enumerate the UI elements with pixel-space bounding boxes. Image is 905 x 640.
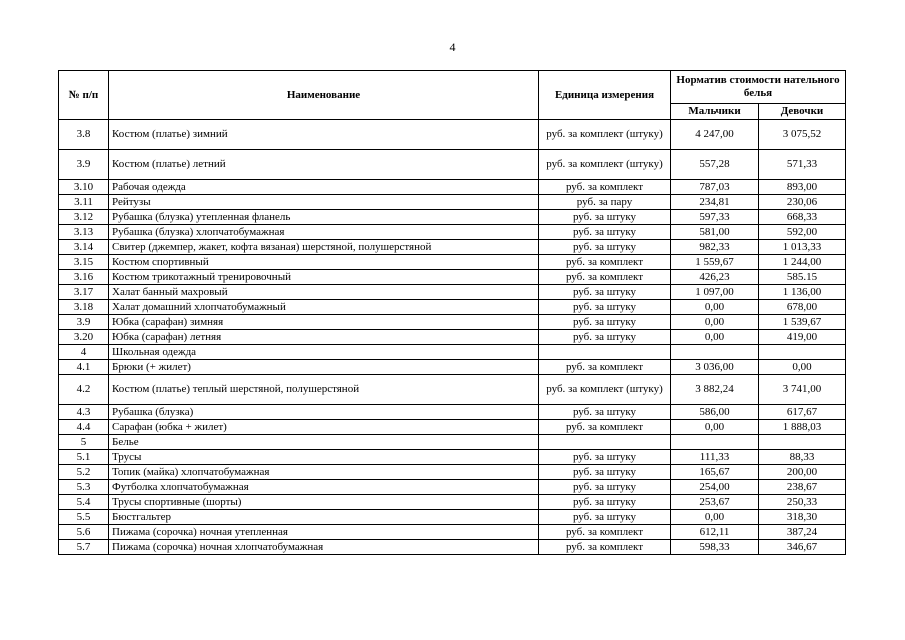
row-number: 3.9 xyxy=(59,315,109,330)
table-row xyxy=(59,480,846,495)
row-name: Халат домашний хлопчатобумажный xyxy=(109,300,539,315)
row-girls-value: 1 539,67 xyxy=(759,315,846,330)
row-boys-value xyxy=(671,435,759,450)
page-number: 4 xyxy=(449,40,456,54)
row-girls-value: 419,00 xyxy=(759,330,846,345)
row-unit: руб. за штуку xyxy=(539,495,671,510)
table-row xyxy=(59,150,846,180)
row-number: 4.1 xyxy=(59,360,109,375)
row-name: Халат банный махровый xyxy=(109,285,539,300)
row-girls-value: 0,00 xyxy=(759,360,846,375)
row-number: 3.16 xyxy=(59,270,109,285)
row-boys-value: 253,67 xyxy=(671,495,759,510)
row-girls-value: 585.15 xyxy=(759,270,846,285)
table-row xyxy=(59,525,846,540)
row-boys-value: 111,33 xyxy=(671,450,759,465)
row-number: 5.1 xyxy=(59,450,109,465)
row-boys-value: 597,33 xyxy=(671,210,759,225)
row-name: Свитер (джемпер, жакет, кофта вязаная) шерстяной, полушерстяной xyxy=(109,240,539,255)
row-number: 5.5 xyxy=(59,510,109,525)
row-unit: руб. за комплект xyxy=(539,180,671,195)
table-body xyxy=(59,120,846,555)
row-boys-value: 612,11 xyxy=(671,525,759,540)
row-girls-value: 318,30 xyxy=(759,510,846,525)
row-girls-value: 1 888,03 xyxy=(759,420,846,435)
table-row xyxy=(59,120,846,150)
row-name: Юбка (сарафан) летняя xyxy=(109,330,539,345)
row-unit: руб. за штуку xyxy=(539,465,671,480)
row-girls-value: 893,00 xyxy=(759,180,846,195)
row-boys-value: 3 036,00 xyxy=(671,360,759,375)
header-unit: Единица измерения xyxy=(539,71,671,120)
table-row xyxy=(59,540,846,555)
row-girls-value: 387,24 xyxy=(759,525,846,540)
norms-table xyxy=(58,70,846,555)
row-number: 5.7 xyxy=(59,540,109,555)
row-unit: руб. за штуку xyxy=(539,240,671,255)
row-name: Костюм спортивный xyxy=(109,255,539,270)
table-row xyxy=(59,225,846,240)
row-name: Брюки (+ жилет) xyxy=(109,360,539,375)
table-row xyxy=(59,285,846,300)
row-number: 3.12 xyxy=(59,210,109,225)
row-unit: руб. за штуку xyxy=(539,480,671,495)
row-name: Сарафан (юбка + жилет) xyxy=(109,420,539,435)
row-boys-value xyxy=(671,345,759,360)
header-girls: Девочки xyxy=(759,104,846,120)
row-unit: руб. за комплект xyxy=(539,420,671,435)
row-girls-value: 250,33 xyxy=(759,495,846,510)
row-name: Пижама (сорочка) ночная утепленная xyxy=(109,525,539,540)
row-boys-value: 982,33 xyxy=(671,240,759,255)
row-unit xyxy=(539,345,671,360)
row-number: 4.4 xyxy=(59,420,109,435)
row-unit: руб. за комплект xyxy=(539,525,671,540)
header-norm: Норматив стоимости нательного белья xyxy=(671,71,846,104)
row-girls-value: 1 136,00 xyxy=(759,285,846,300)
row-girls-value: 668,33 xyxy=(759,210,846,225)
row-number: 3.8 xyxy=(59,120,109,150)
row-girls-value: 571,33 xyxy=(759,150,846,180)
row-unit: руб. за комплект xyxy=(539,540,671,555)
table-row xyxy=(59,375,846,405)
row-unit: руб. за комплект xyxy=(539,255,671,270)
row-boys-value: 0,00 xyxy=(671,330,759,345)
row-girls-value: 1 244,00 xyxy=(759,255,846,270)
row-number: 3.15 xyxy=(59,255,109,270)
row-name: Рейтузы xyxy=(109,195,539,210)
header-boys: Мальчики xyxy=(671,104,759,120)
row-number: 5.2 xyxy=(59,465,109,480)
row-number: 3.10 xyxy=(59,180,109,195)
row-name: Костюм (платье) теплый шерстяной, полушерстяной xyxy=(109,375,539,405)
row-number: 3.9 xyxy=(59,150,109,180)
row-boys-value: 4 247,00 xyxy=(671,120,759,150)
row-name: Юбка (сарафан) зимняя xyxy=(109,315,539,330)
row-unit: руб. за комплект xyxy=(539,360,671,375)
row-boys-value: 787,03 xyxy=(671,180,759,195)
row-girls-value xyxy=(759,435,846,450)
row-name: Трусы xyxy=(109,450,539,465)
row-girls-value: 230,06 xyxy=(759,195,846,210)
row-girls-value: 88,33 xyxy=(759,450,846,465)
row-unit: руб. за штуку xyxy=(539,510,671,525)
row-girls-value: 3 075,52 xyxy=(759,120,846,150)
table-row xyxy=(59,450,846,465)
row-unit: руб. за штуку xyxy=(539,285,671,300)
row-unit: руб. за штуку xyxy=(539,330,671,345)
row-number: 4.3 xyxy=(59,405,109,420)
row-name: Рабочая одежда xyxy=(109,180,539,195)
row-boys-value: 598,33 xyxy=(671,540,759,555)
row-name: Костюм (платье) зимний xyxy=(109,120,539,150)
row-number: 5 xyxy=(59,435,109,450)
row-number: 3.20 xyxy=(59,330,109,345)
row-number: 5.6 xyxy=(59,525,109,540)
table-row xyxy=(59,300,846,315)
row-boys-value: 0,00 xyxy=(671,300,759,315)
row-girls-value: 238,67 xyxy=(759,480,846,495)
table-row xyxy=(59,240,846,255)
row-unit: руб. за комплект (штуку) xyxy=(539,375,671,405)
row-name: Рубашка (блузка) xyxy=(109,405,539,420)
row-name: Рубашка (блузка) хлопчатобумажная xyxy=(109,225,539,240)
table-row xyxy=(59,180,846,195)
row-name: Школьная одежда xyxy=(109,345,539,360)
row-unit: руб. за штуку xyxy=(539,225,671,240)
row-name: Рубашка (блузка) утепленная фланель xyxy=(109,210,539,225)
row-name: Белье xyxy=(109,435,539,450)
row-boys-value: 0,00 xyxy=(671,315,759,330)
row-girls-value: 3 741,00 xyxy=(759,375,846,405)
row-boys-value: 557,28 xyxy=(671,150,759,180)
row-name: Трусы спортивные (шорты) xyxy=(109,495,539,510)
table-row xyxy=(59,495,846,510)
row-girls-value xyxy=(759,345,846,360)
row-name: Пижама (сорочка) ночная хлопчатобумажная xyxy=(109,540,539,555)
row-boys-value: 1 559,67 xyxy=(671,255,759,270)
row-boys-value: 0,00 xyxy=(671,420,759,435)
row-unit: руб. за штуку xyxy=(539,405,671,420)
row-unit xyxy=(539,435,671,450)
row-name: Футболка хлопчатобумажная xyxy=(109,480,539,495)
row-boys-value: 586,00 xyxy=(671,405,759,420)
row-unit: руб. за комплект (штуку) xyxy=(539,150,671,180)
header-name: Наименование xyxy=(109,71,539,120)
row-name: Бюстгальтер xyxy=(109,510,539,525)
header-number: № п/п xyxy=(59,71,109,120)
table-row xyxy=(59,330,846,345)
table-row xyxy=(59,315,846,330)
row-boys-value: 581,00 xyxy=(671,225,759,240)
row-girls-value: 200,00 xyxy=(759,465,846,480)
row-name: Костюм (платье) летний xyxy=(109,150,539,180)
row-name: Костюм трикотажный тренировочный xyxy=(109,270,539,285)
table-row xyxy=(59,360,846,375)
row-boys-value: 426,23 xyxy=(671,270,759,285)
table-row xyxy=(59,435,846,450)
row-number: 4 xyxy=(59,345,109,360)
row-unit: руб. за комплект (штуку) xyxy=(539,120,671,150)
row-unit: руб. за штуку xyxy=(539,450,671,465)
row-unit: руб. за штуку xyxy=(539,300,671,315)
table-row xyxy=(59,420,846,435)
row-unit: руб. за штуку xyxy=(539,210,671,225)
row-boys-value: 1 097,00 xyxy=(671,285,759,300)
table-row xyxy=(59,345,846,360)
table-row xyxy=(59,405,846,420)
row-unit: руб. за штуку xyxy=(539,315,671,330)
row-boys-value: 254,00 xyxy=(671,480,759,495)
row-number: 4.2 xyxy=(59,375,109,405)
row-girls-value: 617,67 xyxy=(759,405,846,420)
row-unit: руб. за комплект xyxy=(539,270,671,285)
table-row xyxy=(59,255,846,270)
row-number: 3.13 xyxy=(59,225,109,240)
row-girls-value: 678,00 xyxy=(759,300,846,315)
row-girls-value: 346,67 xyxy=(759,540,846,555)
row-number: 3.17 xyxy=(59,285,109,300)
table-row xyxy=(59,465,846,480)
row-number: 3.18 xyxy=(59,300,109,315)
row-girls-value: 1 013,33 xyxy=(759,240,846,255)
table-row xyxy=(59,270,846,285)
row-boys-value: 234,81 xyxy=(671,195,759,210)
row-number: 3.11 xyxy=(59,195,109,210)
row-number: 5.4 xyxy=(59,495,109,510)
table-row xyxy=(59,510,846,525)
table-row xyxy=(59,210,846,225)
row-girls-value: 592,00 xyxy=(759,225,846,240)
row-number: 5.3 xyxy=(59,480,109,495)
row-name: Топик (майка) хлопчатобумажная xyxy=(109,465,539,480)
row-boys-value: 165,67 xyxy=(671,465,759,480)
row-number: 3.14 xyxy=(59,240,109,255)
table-row xyxy=(59,195,846,210)
row-unit: руб. за пару xyxy=(539,195,671,210)
row-boys-value: 3 882,24 xyxy=(671,375,759,405)
row-boys-value: 0,00 xyxy=(671,510,759,525)
